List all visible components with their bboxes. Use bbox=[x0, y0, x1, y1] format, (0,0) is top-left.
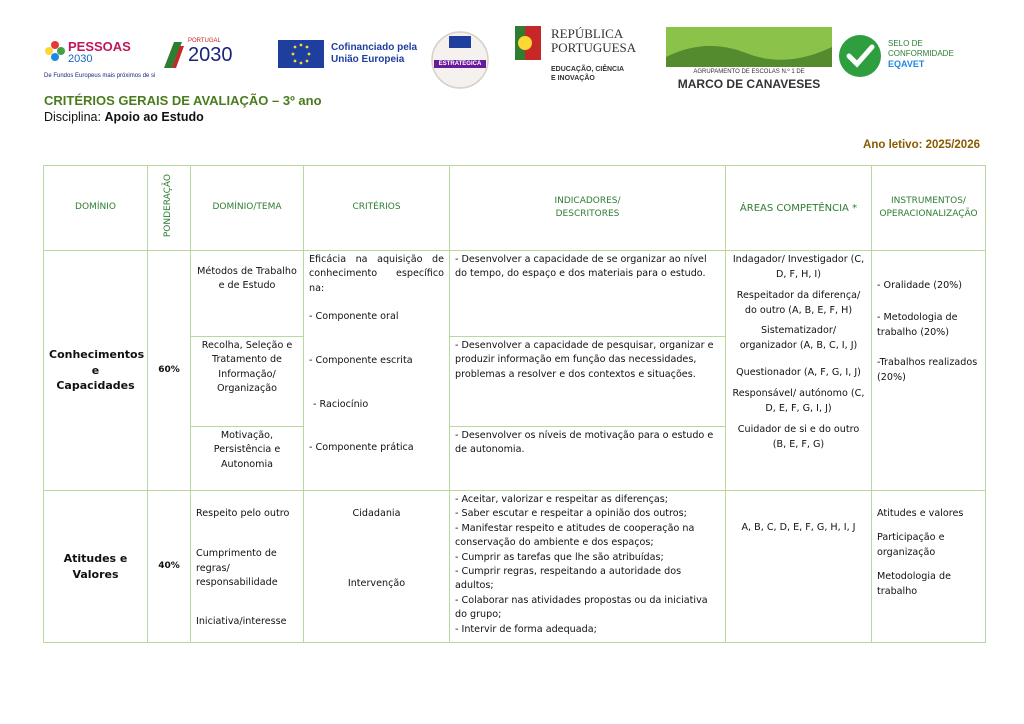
tema-motivacao: Motivação, Persistência e Autonomia bbox=[191, 427, 304, 491]
logo-strip bbox=[0, 0, 1024, 95]
instrumentos-conhecimentos: - Oralidade (20%) - Metodologia de trabalho (20%) -Trabalhos realizados (20%) bbox=[872, 251, 986, 491]
header-ponderacao: PONDERAÇÃO bbox=[148, 166, 191, 251]
temas-atitudes: Respeito pelo outro Cumprimento de regras/ responsabilidade Iniciativa/interesse bbox=[191, 491, 304, 643]
portugal-small-label: PORTUGAL bbox=[188, 38, 221, 44]
republica-portuguesa-logo bbox=[515, 26, 660, 88]
list-item: - Colaborar nas atividades propostas ou da iniciativa do grupo; bbox=[455, 594, 708, 621]
school-landscape-icon bbox=[666, 27, 832, 67]
eqavet-seal-logo bbox=[838, 34, 978, 78]
republica-line-2: PORTUGUESA bbox=[551, 40, 637, 55]
areas-atitudes: A, B, C, D, E, F, G, H, I, J bbox=[726, 491, 872, 643]
eu-cofinanced-logo bbox=[278, 40, 428, 70]
school-year: Ano letivo: 2025/2026 bbox=[863, 139, 980, 151]
school-line-2: MARCO DE CANAVESES bbox=[677, 77, 821, 91]
ministry-line-2: E INOVAÇÃO bbox=[551, 75, 595, 82]
subject-value: Apoio ao Estudo bbox=[104, 110, 204, 124]
pessoas-flower-icon bbox=[44, 40, 66, 62]
check-seal-icon bbox=[838, 34, 882, 78]
indicadores-atitudes bbox=[450, 491, 726, 643]
portugal-flag-mark-icon bbox=[162, 40, 184, 70]
portugal-2030-logo bbox=[162, 38, 252, 70]
portugal-year: 2030 bbox=[188, 44, 233, 66]
school-logo bbox=[666, 27, 834, 93]
header-dominio: DOMÍNIO bbox=[44, 166, 148, 251]
table-row bbox=[44, 251, 986, 337]
strategy-seal-logo bbox=[425, 30, 495, 90]
republica-line-1: REPÚBLICA bbox=[551, 26, 624, 41]
header-tema: DOMÍNIO/TEMA bbox=[191, 166, 304, 251]
indicador-pesquisa: - Desenvolver a capacidade de pesquisar, organizar e produzir informação em função das necessidades, problemas a resolver e dos contextos e situações. bbox=[450, 337, 726, 427]
school-line-1: AGRUPAMENTO DE ESCOLAS N.º 1 DE bbox=[693, 69, 805, 75]
eu-line-1: Cofinanciado pela bbox=[331, 42, 418, 53]
strategy-label: ESTRATÉGICA bbox=[434, 60, 486, 68]
list-item: - Cumprir regras, respeitando a autoridade dos adultos; bbox=[455, 565, 682, 592]
pessoas-tagline: De Fundos Europeus mais próximos de si bbox=[44, 73, 156, 79]
criterios-atitudes: Cidadania Intervenção bbox=[304, 491, 450, 643]
page-title: CRITÉRIOS GERAIS DE AVALIAÇÃO – 3º ano bbox=[44, 93, 322, 108]
instrumentos-atitudes: Atitudes e valores Participação e organização Metodologia de trabalho bbox=[872, 491, 986, 643]
ponderacao-40: 40% bbox=[148, 491, 191, 643]
table-row bbox=[44, 491, 986, 643]
dominio-atitudes: Atitudes e Valores bbox=[44, 491, 148, 643]
pessoas-name: PESSOAS bbox=[68, 39, 131, 54]
eu-line-2: União Europeia bbox=[331, 54, 405, 65]
dominio-conhecimentos: Conhecimentos e Capacidades bbox=[44, 251, 148, 491]
indicador-motivacao: - Desenvolver os níveis de motivação para o estudo e de autonomia. bbox=[450, 427, 726, 491]
subject-label: Disciplina: bbox=[44, 110, 105, 124]
indicador-organizacao: - Desenvolver a capacidade de se organizar ao nível do tempo, do espaço e dos materiais para o estudo. bbox=[450, 251, 726, 337]
subject-line bbox=[44, 110, 204, 124]
ponderacao-60: 60% bbox=[148, 251, 191, 491]
header-indicadores: INDICADORES/ DESCRITORES bbox=[450, 166, 726, 251]
list-item: - Manifestar respeito e atitudes de cooperação na conservação do ambiente e dos espaços; bbox=[455, 522, 695, 549]
selo-line-2: CONFORMIDADE bbox=[888, 49, 954, 58]
tema-recolha: Recolha, Seleção e Tratamento de Informação/ Organização bbox=[191, 337, 304, 427]
eu-flag-icon bbox=[278, 40, 324, 68]
header-criterios: CRITÉRIOS bbox=[304, 166, 450, 251]
portugal-shield-icon bbox=[515, 26, 541, 60]
criteria-table bbox=[43, 165, 986, 643]
areas-competencia: Indagador/ Investigador (C, D, F, H, I) Respeitador da diferença/ do outro (A, B, E, F, H) Sistematizador/ organizador (A, B, C, I, J) Questionador (A, F, G, I, J) Responsável/ autónomo (C, D, E, F, G, I, J) Cuidador de si e do outro (B, E, F, G) bbox=[726, 251, 872, 491]
ministry-line-1: EDUCAÇÃO, CIÊNCIA bbox=[551, 66, 625, 73]
tema-metodos: Métodos de Trabalho e de Estudo bbox=[191, 251, 304, 337]
list-item: - Cumprir as tarefas que lhe são atribuídas; bbox=[455, 551, 664, 563]
list-item: - Aceitar, valorizar e respeitar as diferenças; bbox=[455, 494, 668, 505]
selo-line-3: EQAVET bbox=[888, 59, 925, 69]
table-header-row bbox=[44, 166, 986, 251]
list-item: - Saber escutar e respeitar a opinião dos outros; bbox=[455, 508, 687, 520]
header-instrumentos: INSTRUMENTOS/ OPERACIONALIZAÇÃO bbox=[872, 166, 986, 251]
pessoas-year: 2030 bbox=[68, 53, 93, 65]
list-item: - Intervir de forma adequada; bbox=[455, 623, 597, 635]
selo-line-1: SELO DE bbox=[888, 39, 923, 48]
header-areas: ÁREAS COMPETÊNCIA * bbox=[726, 166, 872, 251]
criterios-conhecimentos: Eficácia na aquisição de conhecimento específico na: - Componente oral - Componente escrita - Raciocínio - Componente prática bbox=[304, 251, 450, 491]
